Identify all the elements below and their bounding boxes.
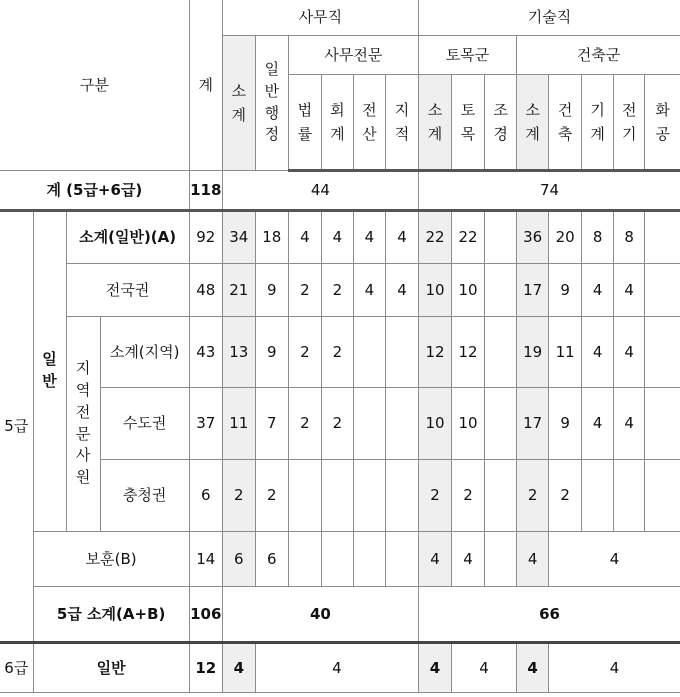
cell-total: 43	[189, 316, 222, 387]
cell-mechanical	[582, 459, 614, 531]
cell-mechanical: 4	[582, 316, 614, 387]
cell-samu-subtotal: 13	[222, 316, 255, 387]
grand-total-samu: 44	[222, 170, 418, 210]
header-gigye: 기계	[582, 74, 614, 170]
header-tomok: 토목	[452, 74, 485, 170]
ilban-label: 일반	[33, 210, 66, 531]
regional-label: 지역전문사원	[66, 316, 100, 531]
grand-total-label: 계 (5급+6급)	[0, 170, 189, 210]
cell-geon-subtotal: 17	[517, 263, 549, 316]
cell-chemical	[645, 210, 680, 263]
table-row	[0, 263, 680, 316]
grade6-ilban-label: 일반	[33, 642, 189, 692]
cell-accounting: 2	[321, 387, 353, 459]
row-label-subtotal-regional: 소계(지역)	[100, 316, 189, 387]
header-geonchuk-subtotal: 소계	[517, 74, 549, 170]
cell-mechanical: 8	[582, 210, 614, 263]
grade5-subtotal-gisul: 66	[419, 586, 680, 642]
header-samu-jeonmun: 사무전문	[288, 35, 418, 74]
row-label-bohun: 보훈(B)	[33, 531, 189, 586]
cell-cadastral	[385, 316, 418, 387]
cell-total: 92	[189, 210, 222, 263]
cell-electrical: 4	[614, 263, 645, 316]
cell-admin: 9	[255, 263, 288, 316]
cell-landscape	[485, 387, 517, 459]
header-samu: 사무직	[222, 0, 418, 35]
cell-tomok: 2	[452, 459, 485, 531]
header-tomok-group: 토목군	[419, 35, 517, 74]
cell-accounting: 4	[321, 210, 353, 263]
header-hwagong: 화공	[645, 74, 680, 170]
cell-law: 2	[288, 316, 321, 387]
grade6-samu-subtotal: 4	[222, 642, 255, 692]
cell-tomok: 22	[452, 210, 485, 263]
grade6-tomok-rest: 4	[452, 642, 517, 692]
cell-cadastral: 4	[385, 263, 418, 316]
cell-architecture: 9	[549, 387, 582, 459]
cell-computing: 4	[353, 263, 385, 316]
cell-admin: 18	[255, 210, 288, 263]
cell-electrical: 4	[614, 387, 645, 459]
cell-admin: 2	[255, 459, 288, 531]
cell-accounting: 2	[321, 316, 353, 387]
cell-chemical	[645, 263, 680, 316]
header-geonchuk-group: 건축군	[517, 35, 680, 74]
bohun-geon-subtotal: 4	[517, 531, 549, 586]
row-label-capital: 수도권	[100, 387, 189, 459]
bohun-tomok: 4	[452, 531, 485, 586]
cell-computing: 4	[353, 210, 385, 263]
table-row	[0, 210, 680, 263]
header-total: 계	[189, 0, 222, 170]
cell-computing	[353, 387, 385, 459]
cell-law: 2	[288, 263, 321, 316]
cell-geon-subtotal: 19	[517, 316, 549, 387]
grade6-tomok-subtotal: 4	[419, 642, 452, 692]
cell-cadastral	[385, 387, 418, 459]
cell-samu-subtotal: 34	[222, 210, 255, 263]
cell-chemical	[645, 316, 680, 387]
cell-electrical: 4	[614, 316, 645, 387]
cell-tomok-subtotal: 10	[419, 263, 452, 316]
header-general-admin: 일반행정	[255, 35, 288, 170]
cell-geon-subtotal: 2	[517, 459, 549, 531]
grand-total-gisul: 74	[419, 170, 680, 210]
cell-landscape	[485, 210, 517, 263]
table-row	[0, 531, 680, 586]
cell-computing	[353, 459, 385, 531]
cell-tomok: 10	[452, 263, 485, 316]
cell-samu-subtotal: 2	[222, 459, 255, 531]
cell-total: 6	[189, 459, 222, 531]
cell-admin: 9	[255, 316, 288, 387]
row-label-grade5-subtotal: 5급 소계(A+B)	[33, 586, 189, 642]
cell-total: 48	[189, 263, 222, 316]
cell-electrical	[614, 459, 645, 531]
table-row	[0, 316, 680, 387]
cell-cadastral: 4	[385, 210, 418, 263]
cell-tomok-subtotal: 12	[419, 316, 452, 387]
cell-samu-subtotal: 21	[222, 263, 255, 316]
cell-admin: 7	[255, 387, 288, 459]
header-jogyeong: 조경	[485, 74, 517, 170]
cell-computing	[353, 316, 385, 387]
table-row	[0, 642, 680, 692]
cell-total: 37	[189, 387, 222, 459]
header-jeonsan: 전산	[353, 74, 385, 170]
grade5-subtotal-samu: 40	[222, 586, 418, 642]
cell-accounting	[321, 459, 353, 531]
grade5-subtotal-total: 106	[189, 586, 222, 642]
cell-tomok: 12	[452, 316, 485, 387]
header-gisul: 기술직	[419, 0, 680, 35]
cell-geon-subtotal: 17	[517, 387, 549, 459]
grand-total-value: 118	[189, 170, 222, 210]
cell-architecture: 11	[549, 316, 582, 387]
table-row	[0, 586, 680, 642]
row-label-chungcheong: 충청권	[100, 459, 189, 531]
cell-landscape	[485, 316, 517, 387]
row-label-subtotal-general: 소계(일반)(A)	[66, 210, 189, 263]
header-hoegye: 회계	[321, 74, 353, 170]
row-label-nationwide: 전국권	[66, 263, 189, 316]
bohun-geon-rest: 4	[549, 531, 680, 586]
table-row	[0, 387, 680, 459]
bohun-samu-subtotal: 6	[222, 531, 255, 586]
cell-tomok-subtotal: 22	[419, 210, 452, 263]
grade6-total: 12	[189, 642, 222, 692]
cell-architecture: 20	[549, 210, 582, 263]
header-gubun: 구분	[0, 0, 189, 170]
cell-geon-subtotal: 36	[517, 210, 549, 263]
bohun-admin: 6	[255, 531, 288, 586]
grade6-samu-rest: 4	[255, 642, 418, 692]
cell-chemical	[645, 459, 680, 531]
header-beopryul: 법률	[288, 74, 321, 170]
grade6-geon-subtotal: 4	[517, 642, 549, 692]
cell-mechanical: 4	[582, 387, 614, 459]
cell-landscape	[485, 263, 517, 316]
grade6-label: 6급	[0, 642, 33, 692]
header-samu-subtotal: 소계	[222, 35, 255, 170]
header-tomok-subtotal: 소계	[419, 74, 452, 170]
cell-accounting: 2	[321, 263, 353, 316]
cell-mechanical: 4	[582, 263, 614, 316]
cell-tomok-subtotal: 2	[419, 459, 452, 531]
cell-cadastral	[385, 459, 418, 531]
grade6-geon-rest: 4	[549, 642, 680, 692]
cell-chemical	[645, 387, 680, 459]
cell-architecture: 2	[549, 459, 582, 531]
cell-law: 4	[288, 210, 321, 263]
cell-law	[288, 459, 321, 531]
cell-tomok-subtotal: 10	[419, 387, 452, 459]
grade5-label: 5급	[0, 210, 33, 642]
table-row	[0, 459, 680, 531]
cell-samu-subtotal: 11	[222, 387, 255, 459]
cell-law: 2	[288, 387, 321, 459]
cell-architecture: 9	[549, 263, 582, 316]
cell-tomok: 10	[452, 387, 485, 459]
header-jeongi: 전기	[614, 74, 645, 170]
header-geonchuk: 건축	[549, 74, 582, 170]
cell-landscape	[485, 459, 517, 531]
bohun-tomok-subtotal: 4	[419, 531, 452, 586]
header-jijeok: 지적	[385, 74, 418, 170]
bohun-total: 14	[189, 531, 222, 586]
cell-electrical: 8	[614, 210, 645, 263]
